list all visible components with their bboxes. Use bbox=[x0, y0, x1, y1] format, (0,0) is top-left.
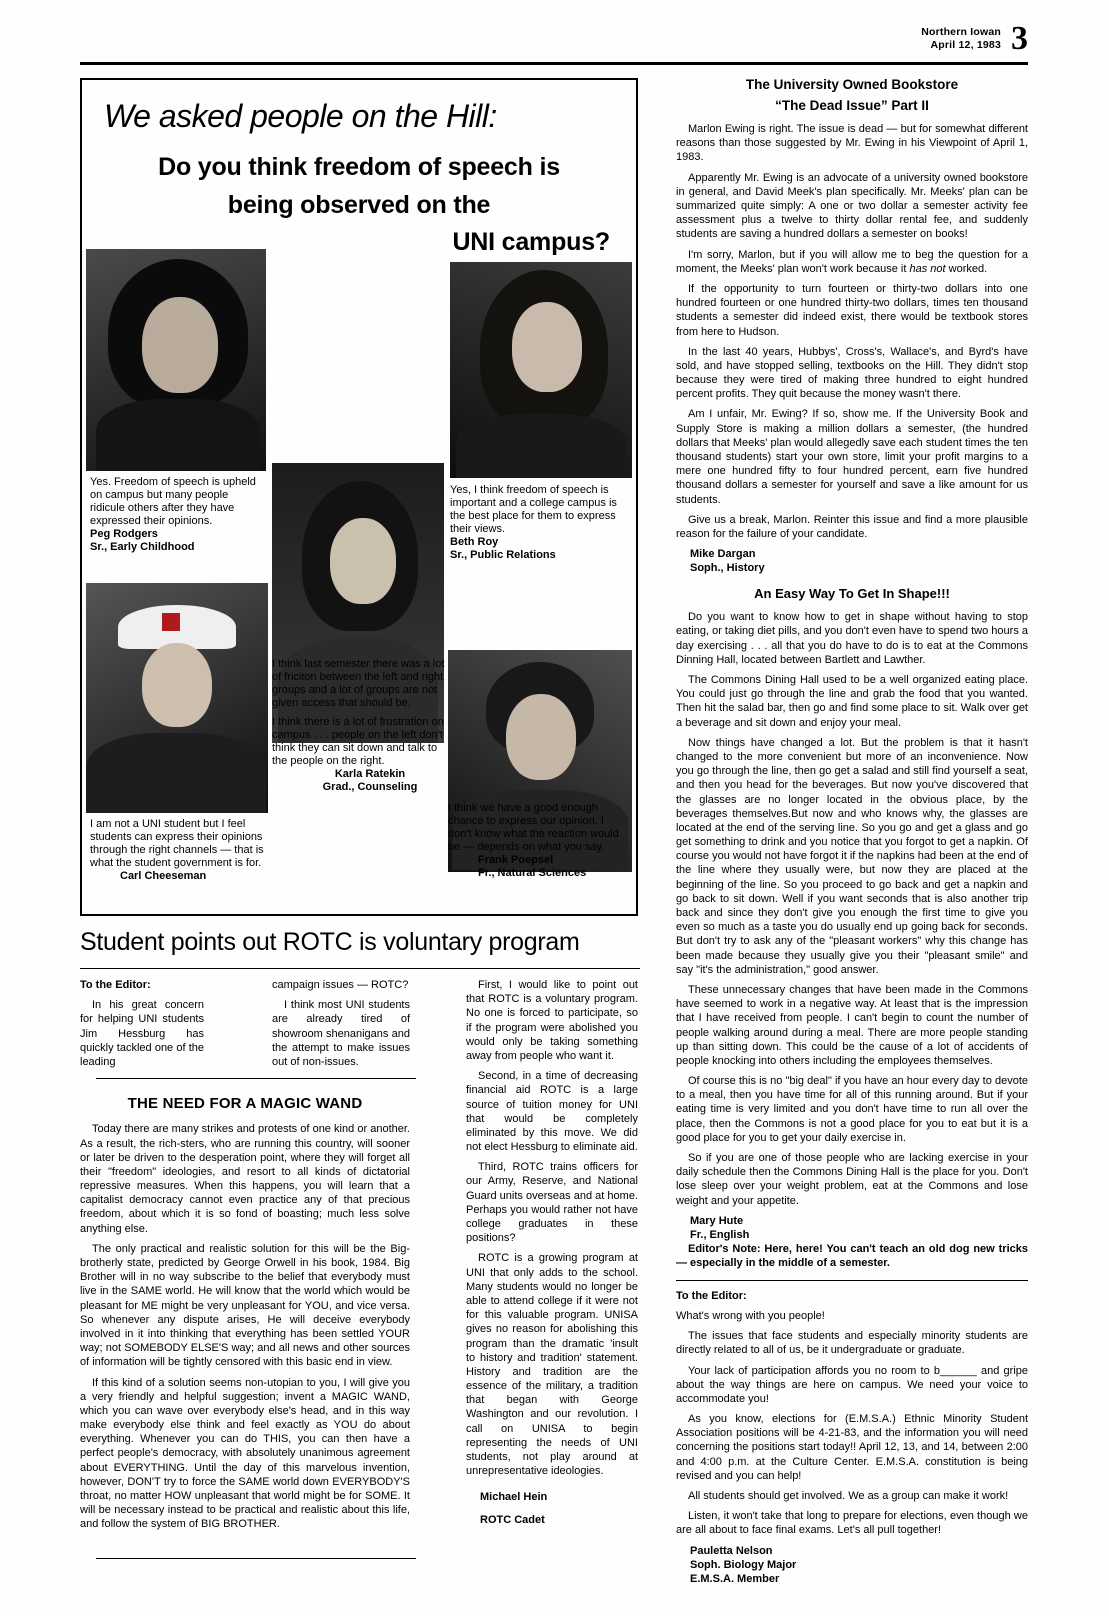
shape-p2: The Commons Dining Hall used to be a well organized eating place. You could just go through the line and grab the food that you wanted. Then hit the salad bar, then go and find some place to sit. Walk over get a beverage and sit down and enjoy your meal. bbox=[676, 674, 1028, 729]
emsa-p5: All students should get involved. We as a group can make it work! bbox=[688, 1490, 1009, 1503]
quote-peg: Yes. Freedom of speech is upheld on campus but many people ridicule others after they have expressed their opinions. bbox=[90, 476, 256, 527]
caption-peg-rodgers bbox=[90, 476, 266, 554]
rotc-c3-p2: Second, in a time of decreasing financial aid ROTC is a large source of tuition money for UNI that would be completely eliminated by this move. We did not elect Hessburg to eliminate aid. bbox=[466, 1070, 638, 1154]
vox-pop-feature bbox=[80, 78, 638, 916]
magic-wand-headline: THE NEED FOR A MAGIC WAND bbox=[127, 1095, 363, 1112]
caption-beth-roy bbox=[450, 484, 630, 562]
rotc-letter-label: To the Editor: bbox=[80, 979, 151, 991]
emsa-signature-title2: E.M.S.A. Member bbox=[690, 1572, 780, 1585]
rotc-c3-p4: ROTC is a growing program at UNI that only adds to the school. Many students would no longer be able to attend college if it were not for this valuable program. UNISA gives no reason for abolishing this program than the dramatic 'insult to history and tradition' statement. History and tradition are the essence of the military, a tradition that began with George Washington and our revolution. I call on UNISA to begin representing the needs of UNI students, not play around at unrepresentative ideologies. bbox=[466, 1252, 638, 1478]
quote-karla-1: I think last semester there was a lot of friciton between the left and right groups and a lot of groups are not given access that should be. bbox=[272, 658, 445, 709]
shape-p5: Of course this is no "big deal" if you have an hour every day to devote to a meal, then you have time for all of this running around. But if your eating time is very limited and you don't have time to run all over the place, then the Commons is not a good place for you to eat but it is a good place for you to get your daily exercise in. bbox=[676, 1075, 1028, 1144]
emsa-letter-label: To the Editor: bbox=[676, 1289, 747, 1302]
paper-name: Northern Iowan bbox=[921, 26, 1001, 39]
title-karla: Grad., Counseling bbox=[322, 780, 418, 793]
bookstore-p6: Am I unfair, Mr. Ewing? If so, show me. If the University Book and Supply Store is making a million dollars a semester, (the hundred dollars that Meeks' plan would allegedly save each student times the ten thousand students) start your own store, limit your profit margins to a mere one hundred fifty to four hundred percent, earn five hundred thousand dollars a semester for yourself and save a like amount for us students. bbox=[676, 408, 1028, 506]
page-number: 3 bbox=[1011, 20, 1028, 57]
rotc-signature-name: Michael Hein bbox=[480, 1491, 548, 1504]
bookstore-headline-1: The University Owned Bookstore bbox=[745, 77, 959, 92]
quote-frank: I think we have a good enough chance to express our opinion. I don't know what the reaction would be — depends on what you say. bbox=[448, 802, 619, 853]
quote-karla-2: I think there is a lot of frustration on campus . . . people on the left don't think they can sit down and talk to the people on the right. bbox=[272, 715, 444, 767]
magic-wand-p2: The only practical and realistic solution for this will be the Big-brotherly state, predicted by George Orwell in his book, 1984. Big Brother will in no way subscribe to the belief that everybody must live in the SAME world. He will know that the world which would be pleasant for ME might be very unpleasant for YOU, and vice versa. So whenever any dispute arises, He will deceive everybody involved in it into thinking that everything has been settled YOUR way; not SOMEBODY ELSE'S way; and all news and other sources of information will be tightly censored with this basic end in view. bbox=[80, 1242, 410, 1369]
bookstore-article bbox=[676, 76, 1028, 1586]
magic-wand-article bbox=[80, 1086, 410, 1538]
shape-p4: These unnecessary changes that have been made in the Commons have seemed to work in a negative way. At least that is the impression that I have received from people. I can't begin to count the number of people walking around during a meal. There are more people standing up than sitting down. This could be the cause of a lot of accidents of people knocking into others including the employees themselves. bbox=[676, 983, 1028, 1067]
magic-wand-p1: Today there are many strikes and protests of one kind or another. As a result, the rich-sters, who are running this country, will sooner or later be driven to the desperation point, where they will forget all their "freedom" ideologies, and resort to all kinds of dictatorial repressive measures. When this happens, you will learn that a capitalist democracy cannot even practice any of that precious freedom, about which it is so fond of boasting; much less solve anything else. bbox=[80, 1123, 410, 1235]
name-peg: Peg Rodgers bbox=[90, 527, 158, 540]
rotc-headline: Student points out ROTC is voluntary program bbox=[80, 928, 580, 956]
emsa-p4: As you know, elections for (E.M.S.A.) Ethnic Minority Student Association positions will be 4-21-83, and the information you will need concerning the positions start today!! April 12, 13, and 14, between 2:00 and 4:00 p.m. at the Culture Center. E.M.S.A. constitution is being revised and you can help! bbox=[676, 1413, 1028, 1482]
rotc-column-2 bbox=[272, 978, 410, 1075]
portrait-beth-roy bbox=[450, 262, 632, 478]
quote-carl: I am not a UNI student but I feel students can express their opinions through the right channels — that is what the student government is for. bbox=[90, 818, 264, 869]
bookstore-p1: Marlon Ewing is right. The issue is dead — but for somewhat different reasons than those suggested by Mr. Ewing in his Viewpoint of April 1, 1983. bbox=[676, 123, 1028, 164]
rotc-c2-p1: campaign issues — ROTC? bbox=[272, 979, 409, 991]
rotc-column-3 bbox=[466, 978, 638, 1527]
rotc-c3-p1: First, I would like to point out that ROTC is a voluntary program. No one is forced to participate, so if the program were abolished you would only be taking something away from people who want it. bbox=[466, 979, 638, 1062]
shape-signature-name: Mary Hute bbox=[690, 1214, 744, 1227]
editors-note: Editor's Note: Here, here! You can't teach an old dog new tricks — especially in the middle of a semester. bbox=[676, 1243, 1028, 1270]
rotc-c1-p1: In his great concern for helping UNI students Jim Hessburg has quickly tackled one of the leading bbox=[80, 999, 204, 1068]
bookstore-p2: Apparently Mr. Ewing is an advocate of a university owned bookstore in general, and David Meek's plan specifically. Mr. Meeks' plan can be summarized quite simply: A one or two dollar a semester activity fee assessment plus a twelve to thirty dollar rental fee, and suddenly students are saving a hundred dollars a semester on books! bbox=[676, 171, 1028, 241]
emsa-p2: The issues that face students and especially minority students are directly related to all of us, be it undergraduate or graduate. bbox=[676, 1330, 1028, 1357]
rotc-c3-p3: Third, ROTC trains officers for our Army, Reserve, and National Guard units overseas and at home. Perhaps you would rather not have college graduates in these positions? bbox=[466, 1161, 638, 1245]
shape-signature-title: Fr., English bbox=[690, 1228, 750, 1241]
masthead bbox=[80, 20, 1028, 57]
rotc-column-1 bbox=[80, 978, 204, 1075]
feature-question-line2: being observed on the bbox=[227, 190, 491, 219]
bookstore-headline-2: “The Dead Issue” Part II bbox=[775, 97, 929, 113]
masthead-info bbox=[921, 26, 1001, 52]
title-beth: Sr., Public Relations bbox=[450, 548, 556, 561]
emsa-p3: Your lack of participation affords you no room to b______ and gripe about the way things are here on campus. We need your voice to accommodate you! bbox=[676, 1364, 1028, 1405]
shape-p6: So if you are one of those people who are lacking exercise in your daily schedule then the Commons Dining Hall is the place for you. Don't lose sleep over your weight problem, eat at the Commons and lose weight and your appetite. bbox=[676, 1152, 1028, 1207]
emsa-p6: Listen, it won't take that long to prepare for elections, even though we are all about to face final exams. Let's all pull together! bbox=[676, 1510, 1028, 1537]
bookstore-p7: Give us a break, Marlon. Reinter this issue and find a more plausible reason for the failure of your candidate. bbox=[676, 513, 1028, 540]
emsa-signature-title1: Soph. Biology Major bbox=[690, 1558, 797, 1571]
portrait-peg-rodgers bbox=[86, 249, 266, 471]
feature-question-line3: UNI campus? bbox=[452, 228, 610, 256]
quote-beth: Yes, I think freedom of speech is important and a college campus is the best place for them to express their views. bbox=[450, 484, 617, 535]
bookstore-p5: In the last 40 years, Hubbys', Cross's, Wallace's, and Byrd's have sold, and have stopped selling, textbooks on the Hill. They didn't stop because they were tired of making three hundred to eight hundred percent profits. They quit because the money wasn't there. bbox=[676, 345, 1028, 401]
shape-p3: Now things have changed a lot. But the problem is that it hasn't changed to the more convenient but more of an inconvenience. Now you go through the line, then go get a salad and still find yourself a seat, and then you head for the beverages. But now you've discovered that the glasses are no longer located in the obvious place, by the beverages themselves.But now and who knows why, the glasses are located at the end of the serving line. So you go and get a glass and go get something to drink and you notice that you forgot to get a napkin. Of course you would not have forgot it if the napkins had been at the end of the line where they usually were, but now they are placed at the beginning of the line. So you proceed to go back and get a napkin and go back to sit down. Well if you want seconds that is also another trip back and since they don't give you enough the first time to give you even so much as a taste you do usually end up going back for seconds. But don't try to ask any of the "pleasant workers" why this change has been made because they usually give you their "pleasant smile" and say "it's the administration," good answer. bbox=[676, 736, 1028, 976]
shape-p1: Do you want to know how to get in shape without having to stop eating, or taking diet pills, and you don't even have to spend two hours a day exercising . . . all that you do have to do is to eat at the Commons Dinning Hall, located between Bartlett and Lawther. bbox=[676, 611, 1028, 666]
magic-wand-rule-bottom bbox=[96, 1558, 416, 1559]
shape-headline: An Easy Way To Get In Shape!!! bbox=[754, 585, 950, 601]
title-peg: Sr., Early Childhood bbox=[90, 540, 195, 553]
emsa-divider bbox=[676, 1280, 1028, 1281]
magic-wand-rule-top bbox=[96, 1078, 416, 1079]
issue-date: April 12, 1983 bbox=[930, 39, 1001, 52]
portrait-carl-cheeseman bbox=[86, 583, 268, 813]
title-frank: Fr., Natural Sciences bbox=[478, 866, 587, 879]
bookstore-p4: If the opportunity to turn fourteen or thirty-two dollars into one hundred fourteen or one hundred thirty-two dollars, times ten thousand students a semester did indeed exist, there would be textbook stores from here to Hudson. bbox=[676, 282, 1028, 338]
feature-question-line1: Do you think freedom of speech is bbox=[158, 153, 560, 181]
bookstore-p3: I'm sorry, Marlon, but if you will allow me to beg the question for a moment, the Meeks' plan won't work because it has not worked. bbox=[676, 248, 1028, 275]
caption-carl-cheeseman bbox=[90, 818, 270, 883]
emsa-signature-name: Pauletta Nelson bbox=[690, 1544, 773, 1557]
magic-wand-p3: If this kind of a solution seems non-utopian to you, I will give you a very friendly and helpful suggestion; invent a MAGIC WAND, which you can wave over everybody else's head, and in this way make everybody else think and feel exactly as YOU do about everything. Whenever you can do THIS, you can then have a perfect people's democracy, with absolutely unanimous agreement about EVERYTHING. Until the day of this marvelous invention, however, DON'T try to force the SAME world down EVERYBODY'S throat, no matter HOW unpleasant that world might be for SOME. It will be necessary instead to be practical and realistic about this life, and follow the system of BIG BROTHER. bbox=[80, 1376, 410, 1531]
name-carl: Carl Cheeseman bbox=[120, 869, 207, 882]
name-karla: Karla Ratekin bbox=[334, 767, 406, 780]
bookstore-signature-name: Mike Dargan bbox=[690, 548, 756, 561]
emsa-p1: What's wrong with you people! bbox=[676, 1309, 825, 1322]
masthead-rule bbox=[80, 62, 1028, 65]
caption-karla-ratekin bbox=[272, 658, 448, 794]
rotc-rule bbox=[80, 968, 640, 969]
rotc-signature-title: ROTC Cadet bbox=[480, 1513, 545, 1526]
name-beth: Beth Roy bbox=[450, 535, 499, 548]
caption-frank-poepsel bbox=[448, 802, 628, 880]
name-frank: Frank Poepsel bbox=[478, 853, 554, 866]
rotc-c2-p2: I think most UNI students are already tired of showroom shenanigans and the attempt to make issues out of non-issues. bbox=[272, 999, 410, 1068]
bookstore-signature-title: Soph., History bbox=[690, 562, 765, 575]
feature-kicker: We asked people on the Hill: bbox=[104, 98, 497, 134]
